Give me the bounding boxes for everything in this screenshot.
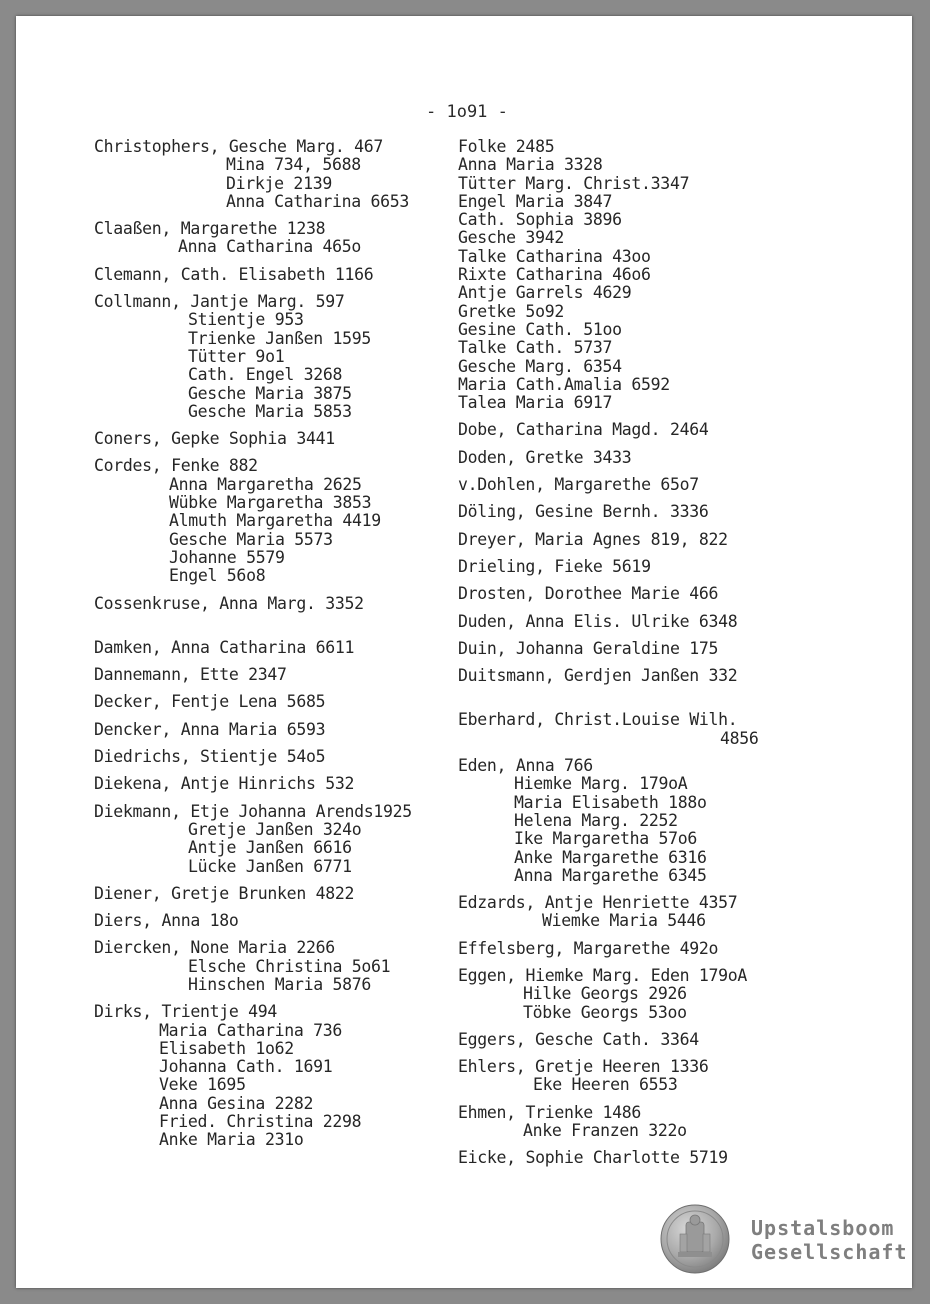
- entry-first-line: [458, 711, 878, 729]
- index-entry: [94, 595, 484, 613]
- index-entry: [94, 693, 484, 711]
- entry-sub-line: Johanna Cath. 1691: [159, 1057, 333, 1077]
- entry-sub-line: Eke Heeren 6553: [533, 1075, 678, 1095]
- given-name-ref: Ette 2347: [199, 665, 287, 685]
- index-entry: [458, 531, 878, 549]
- index-entry: [94, 666, 484, 684]
- entry-sub-line: Gesche Maria 5573: [169, 529, 333, 549]
- entry-sub-line: Stientje 953: [188, 310, 304, 330]
- entry-sub-line: Gesche 3942: [458, 228, 564, 248]
- given-name-ref: Anna 18o: [161, 911, 239, 931]
- entry-first-line: [94, 775, 484, 793]
- index-entry: [458, 613, 878, 631]
- surname: Dirks,: [94, 1002, 152, 1022]
- given-name-ref: Fentje Lena 5685: [171, 692, 326, 712]
- entry-sub-line: Gesche Maria 3875: [188, 383, 352, 403]
- entry-sub-line: Antje Janßen 6616: [188, 838, 352, 858]
- entry-first-line: [458, 558, 878, 576]
- entry-sub-line: Tütter Marg. Christ.3347: [458, 173, 690, 193]
- surname: Ehlers,: [458, 1057, 526, 1077]
- given-name-ref: None Maria 2266: [190, 938, 335, 958]
- index-entry: [94, 721, 484, 739]
- entry-sub-line: Lücke Janßen 6771: [188, 856, 352, 876]
- index-entry: [458, 1031, 878, 1049]
- entry-sub-line: Tütter 9o1: [188, 346, 285, 366]
- entry-sub-line: Anna Maria 3328: [458, 155, 603, 175]
- entry-first-line: [94, 748, 484, 766]
- entry-first-line: [94, 803, 484, 821]
- given-name-ref: Anna Marg. 3352: [219, 593, 364, 613]
- surname: Clemann,: [94, 264, 172, 284]
- index-entry: [458, 757, 878, 885]
- surname: v.Dohlen,: [458, 475, 545, 495]
- entry-sub-line: Maria Elisabeth 188o: [514, 792, 707, 812]
- entry-sub-line: Anna Catharina 465o: [178, 237, 362, 257]
- index-entry: [94, 639, 484, 657]
- index-entry: [458, 940, 878, 958]
- index-entry: [94, 220, 484, 257]
- given-name-ref: Trienke 1486: [525, 1102, 642, 1122]
- index-entry: [94, 293, 484, 421]
- given-name-ref: Gretke 3433: [525, 447, 632, 467]
- index-entry: [458, 449, 878, 467]
- entry-first-line: [94, 693, 484, 711]
- entry-first-line: [458, 757, 878, 775]
- entry-first-line: [94, 639, 484, 657]
- given-name-ref: Trientje 494: [161, 1002, 278, 1022]
- entry-sub-line: Talke Cath. 5737: [458, 338, 613, 358]
- entry-first-line: [94, 595, 484, 613]
- entry-sub-line: Töbke Georgs 53oo: [523, 1002, 687, 1022]
- given-name-ref: Margarethe 1238: [180, 219, 326, 239]
- index-entry: [458, 138, 878, 412]
- given-name-ref: Folke 2485: [458, 137, 555, 156]
- entry-sub-line: Engel 56o8: [169, 566, 266, 586]
- entry-first-line: [94, 138, 484, 156]
- surname: Collmann,: [94, 292, 181, 312]
- given-name-ref: Johanna Geraldine 175: [515, 638, 719, 658]
- surname: Duin,: [458, 638, 507, 658]
- entry-sub-line: Maria Catharina 736: [159, 1020, 343, 1040]
- given-name-ref: Sophie Charlotte 5719: [525, 1148, 728, 1168]
- surname: Diekmann,: [94, 801, 181, 821]
- index-entry: [94, 430, 484, 448]
- right-column: [458, 138, 878, 1177]
- entry-first-line: [458, 1149, 878, 1167]
- entry-sub-line: Ike Margaretha 57o6: [514, 829, 698, 849]
- seal-icon: [660, 1204, 730, 1274]
- entry-first-line: [458, 1058, 878, 1076]
- entry-first-line: [94, 912, 484, 930]
- surname: Dreyer,: [458, 529, 526, 549]
- surname: Doden,: [458, 447, 516, 467]
- surname: Duitsmann,: [458, 666, 555, 686]
- entry-sub-line: Anna Catharina 6653: [226, 191, 410, 211]
- entry-first-line: [458, 967, 878, 985]
- given-name-ref: Anna Catharina 6611: [171, 637, 355, 657]
- entry-first-line: [458, 613, 878, 631]
- index-entry: [94, 939, 484, 994]
- entry-sub-line: Gretke 5o92: [458, 301, 564, 321]
- entry-first-line: [458, 531, 878, 549]
- entry-sub-line: Talea Maria 6917: [458, 393, 613, 413]
- index-entry: [458, 894, 878, 931]
- given-name-ref: Gretje Brunken 4822: [171, 883, 355, 903]
- entry-sub-line: Dirkje 2139: [226, 173, 332, 193]
- index-entry: [458, 1104, 878, 1141]
- surname: Diener,: [94, 883, 162, 903]
- given-name-ref: Gesche Cath. 3364: [535, 1029, 699, 1049]
- page-number: - 1o91 -: [426, 102, 508, 122]
- surname: Cordes,: [94, 456, 162, 476]
- index-entry: [458, 558, 878, 576]
- given-name-ref: Jantje Marg. 597: [190, 292, 345, 312]
- given-name-ref: Margarethe 65o7: [554, 475, 699, 495]
- given-name-ref: Fenke 882: [171, 456, 258, 476]
- index-entry: [94, 912, 484, 930]
- entry-sub-line: Anke Margarethe 6316: [514, 847, 707, 867]
- entry-first-line: [458, 1031, 878, 1049]
- left-column: [94, 138, 484, 1159]
- index-entry: [458, 640, 878, 658]
- entry-sub-line: Hinschen Maria 5876: [188, 974, 372, 994]
- index-entry: [94, 775, 484, 793]
- given-name-ref: Dorothee Marie 466: [544, 584, 719, 604]
- surname: Dobe,: [458, 420, 507, 440]
- society-name-line2: Gesellschaft: [751, 1240, 908, 1264]
- entry-first-line: [94, 1003, 484, 1021]
- index-entry: [94, 1003, 484, 1149]
- given-name-ref: Gretje Heeren 1336: [535, 1057, 709, 1077]
- entry-sub-line: Cath. Sophia 3896: [458, 210, 622, 230]
- surname: Diercken,: [94, 938, 181, 958]
- surname: Diers,: [94, 911, 152, 931]
- surname: Eberhard,: [458, 710, 545, 730]
- entry-sub-line: Fried. Christina 2298: [159, 1112, 362, 1132]
- entry-sub-line: Engel Maria 3847: [458, 191, 613, 211]
- entry-first-line: [458, 449, 878, 467]
- given-name-ref: Cath. Elisabeth 1166: [180, 264, 374, 284]
- surname: Dencker,: [94, 719, 172, 739]
- index-entry: [458, 711, 878, 748]
- given-name-ref: Maria Agnes 819, 822: [535, 529, 728, 549]
- entry-first-line: [458, 138, 878, 156]
- index-entry: [94, 266, 484, 284]
- surname: Diedrichs,: [94, 747, 191, 767]
- surname: Cossenkruse,: [94, 593, 210, 613]
- given-name-ref: Anna 766: [515, 756, 593, 776]
- entry-sub-line: Wübke Margaretha 3853: [169, 493, 372, 513]
- entry-sub-line: Anna Margarethe 6345: [514, 865, 707, 885]
- given-name-ref: Gesine Bernh. 3336: [535, 502, 709, 522]
- entry-first-line: [458, 476, 878, 494]
- entry-first-line: [458, 503, 878, 521]
- index-entry: [458, 1149, 878, 1167]
- index-entry: [458, 476, 878, 494]
- surname: Coners,: [94, 429, 162, 449]
- given-name-ref: Antje Henriette 4357: [544, 893, 738, 913]
- index-entry: [94, 138, 484, 211]
- given-name-ref: Fieke 5619: [554, 556, 651, 576]
- index-entry: [458, 1058, 878, 1095]
- entry-sub-line: Maria Cath.Amalia 6592: [458, 374, 670, 394]
- entry-sub-line: Trienke Janßen 1595: [188, 328, 372, 348]
- entry-sub-line: Gesine Cath. 51oo: [458, 319, 622, 339]
- entry-first-line: [94, 721, 484, 739]
- index-entry: [458, 585, 878, 603]
- surname: Diekena,: [94, 774, 172, 794]
- entry-first-line: [94, 666, 484, 684]
- entry-sub-line: Gesche Maria 5853: [188, 401, 352, 421]
- index-entry: [94, 748, 484, 766]
- entry-first-line: [458, 894, 878, 912]
- given-name-ref: Antje Hinrichs 532: [180, 774, 355, 794]
- given-name-ref: Catharina Magd. 2464: [515, 420, 709, 440]
- index-entry: [458, 667, 878, 685]
- entry-sub-line: Anke Franzen 322o: [523, 1121, 687, 1141]
- surname: Döling,: [458, 502, 526, 522]
- entry-sub-line: Elisabeth 1o62: [159, 1038, 294, 1058]
- entry-sub-line: Anna Margaretha 2625: [169, 474, 362, 494]
- surname: Effelsberg,: [458, 938, 564, 958]
- surname: Edzards,: [458, 893, 536, 913]
- entry-sub-line: Antje Garrels 4629: [458, 283, 632, 303]
- entry-sub-line: Wiemke Maria 5446: [542, 911, 706, 931]
- given-name-ref: Margarethe 492o: [573, 938, 719, 958]
- entry-sub-line: Elsche Christina 5o61: [188, 956, 391, 976]
- surname: Claaßen,: [94, 219, 172, 239]
- entry-sub-line: Anna Gesina 2282: [159, 1093, 314, 1113]
- entry-first-line: [458, 640, 878, 658]
- index-entry: [94, 803, 484, 876]
- given-name-ref: Hiemke Marg. Eden 179oA: [525, 965, 748, 985]
- index-entry: [458, 421, 878, 439]
- society-name-line1: Upstalsboom: [751, 1216, 895, 1240]
- surname: Ehmen,: [458, 1102, 516, 1122]
- entry-sub-line: Cath. Engel 3268: [188, 365, 343, 385]
- entry-first-line: [94, 939, 484, 957]
- surname: Eggen,: [458, 965, 516, 985]
- surname: Drieling,: [458, 556, 545, 576]
- entry-first-line: [94, 457, 484, 475]
- given-name-ref: Gepke Sophia 3441: [171, 429, 335, 449]
- index-entry: [94, 885, 484, 903]
- entry-first-line: [458, 421, 878, 439]
- entry-first-line: [94, 220, 484, 238]
- surname: Eden,: [458, 756, 507, 776]
- given-name-ref: Christ.Louise Wilh.: [554, 710, 738, 730]
- index-entry: [458, 967, 878, 1022]
- entry-sub-line: Veke 1695: [159, 1075, 246, 1095]
- entry-first-line: [94, 293, 484, 311]
- surname: Eicke,: [458, 1148, 516, 1168]
- entry-first-line: [458, 1104, 878, 1122]
- entry-first-line: [94, 430, 484, 448]
- surname: Decker,: [94, 692, 162, 712]
- surname: Duden,: [458, 611, 516, 631]
- given-name-ref: Etje Johanna Arends1925: [190, 801, 412, 821]
- given-name-ref: Gerdjen Janßen 332: [563, 666, 738, 686]
- entry-first-line: [458, 940, 878, 958]
- entry-sub-line: Almuth Margaretha 4419: [169, 511, 381, 531]
- entry-first-line: [94, 885, 484, 903]
- document-page: [16, 16, 912, 1288]
- entry-sub-line: Mina 734, 5688: [226, 155, 361, 175]
- entry-first-line: [458, 585, 878, 603]
- entry-sub-line: Helena Marg. 2252: [514, 810, 678, 830]
- entry-sub-line: Hilke Georgs 2926: [523, 984, 687, 1004]
- society-name: [751, 1216, 908, 1264]
- entry-first-line: [94, 266, 484, 284]
- entry-sub-line: Anke Maria 231o: [159, 1130, 304, 1150]
- surname: Christophers,: [94, 137, 220, 156]
- surname: Damken,: [94, 637, 162, 657]
- given-name-ref: Anna Maria 6593: [180, 719, 326, 739]
- given-name-ref: Stientje 54o5: [199, 747, 326, 767]
- entry-sub-line: Johanne 5579: [169, 547, 285, 567]
- entry-sub-line: 4856: [720, 728, 759, 748]
- entry-sub-line: Gesche Marg. 6354: [458, 356, 622, 376]
- given-name-ref: Gesche Marg. 467: [228, 137, 384, 156]
- index-entry: [94, 457, 484, 585]
- given-name-ref: Anna Elis. Ulrike 6348: [525, 611, 738, 631]
- index-entry: [458, 503, 878, 521]
- entry-sub-line: Rixte Catharina 46o6: [458, 265, 651, 285]
- surname: Drosten,: [458, 584, 536, 604]
- surname: Dannemann,: [94, 665, 191, 685]
- surname: Eggers,: [458, 1029, 526, 1049]
- entry-first-line: [458, 667, 878, 685]
- entry-sub-line: Talke Catharina 43oo: [458, 246, 651, 266]
- entry-sub-line: Gretje Janßen 324o: [188, 819, 362, 839]
- entry-sub-line: Hiemke Marg. 179oA: [514, 774, 688, 794]
